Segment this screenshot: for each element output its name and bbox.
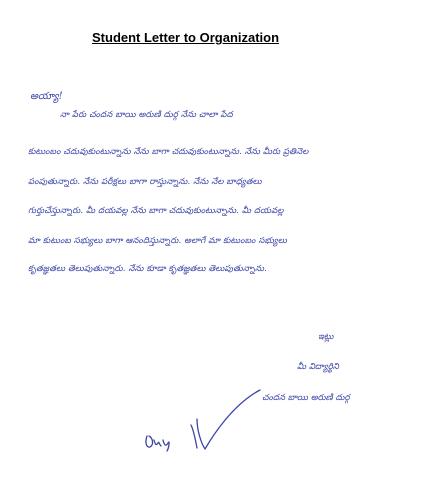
body-line: మా కుటుంబ సభ్యులు బాగా ఆనందిస్తున్నారు. అలాగే మా కుటుంబం సభ్యులు [28, 236, 287, 246]
body-line: నా పేరు చందన బాయి అరుణి దుర్గ నేను చాలా పేద [60, 110, 233, 120]
salutation: అయ్యా! [30, 91, 63, 102]
closing-line: ఇట్లు [318, 332, 334, 342]
body-line: కృతజ్ఞతలు తెలుపుతున్నారు. నేను కూడా కృతజ్ఞతలు తెలుపుతున్నాను. [28, 264, 267, 274]
body-line: గుర్తుచేస్తున్నారు. మీ దయవల్ల నేను బాగా చదువుకుంటున్నాను. మీ దయవల్ల [28, 206, 284, 216]
signature-initials [144, 430, 174, 452]
body-line: కుటుంబం చదువుకుంటున్నాను నేను బాగా చదువుకుంటున్నాను. నేను మీరు ప్రతినెల [28, 147, 309, 157]
page-title: Student Letter to Organization [92, 30, 280, 45]
closing-name: చందన బాయి అరుణి దుర్గ [262, 393, 350, 403]
closing-signoff: మీ విద్యార్థిని [297, 362, 339, 372]
signature-scribble [188, 385, 268, 455]
body-line: పంపుతున్నారు. నేను పరీక్షలు బాగా రాస్తున్నాను. నేను నేల బాధ్యతలు [28, 177, 262, 187]
